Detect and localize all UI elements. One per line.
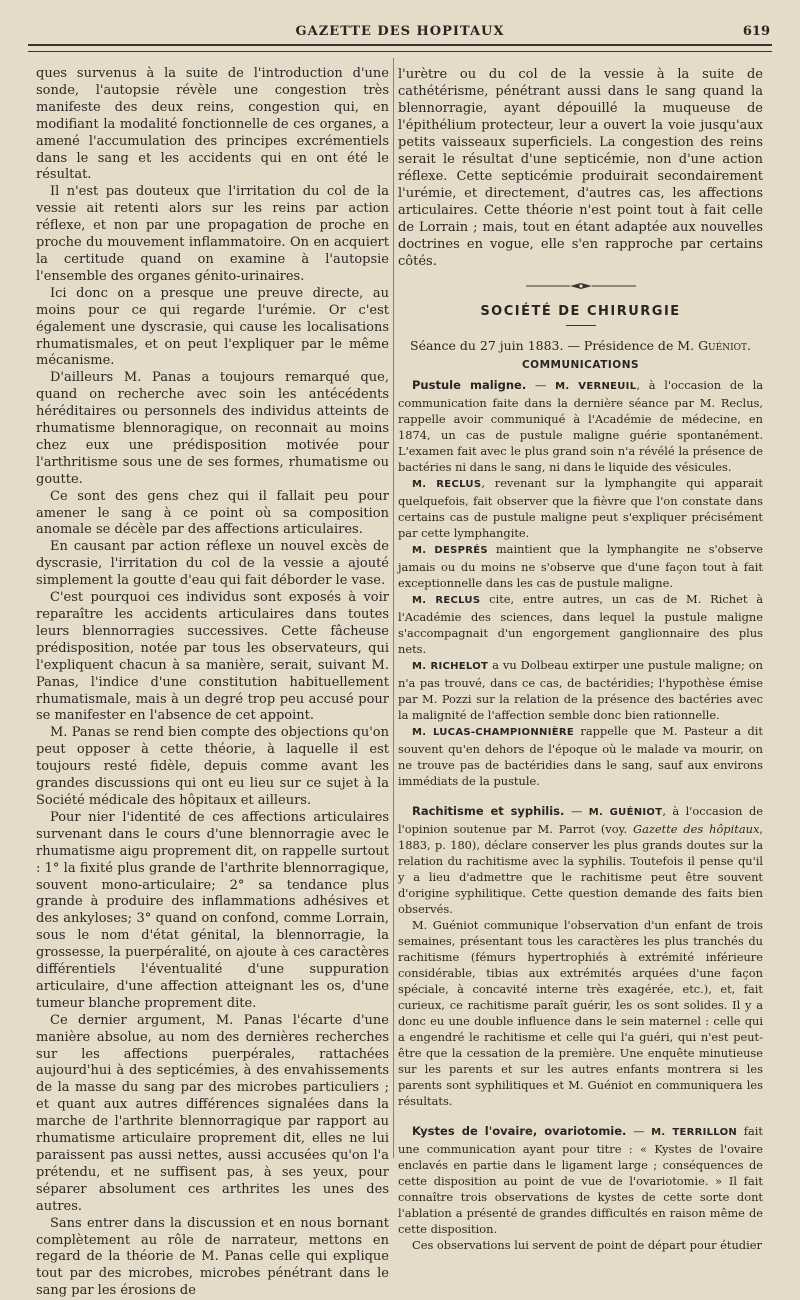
article-text: a vu Dolbeau extirper une pustule maligne; on n'a pas trouvé, dans ce cas, de bactéridies; l'hypothèse émise par M. Pozzi sur la relation de la présence des bactéries avec la malignité de l'affection semble donc bien rationnelle. [398,658,763,722]
paragraph: ques survenus à la suite de l'introduction d'une sonde, l'autopsie révèle une congestion très manifeste des deux reins, congestion qui, en modifiant la modalité fonctionnelle de ces organes, a amené l'accumulation des principes excrémentiels dans le sang et les accidents qui en ont été le résultat. [36,66,389,183]
session-prefix: Séance du 27 juin 1883. — Présidence de M. [410,338,699,353]
article-text: , revenant sur la lymphangite qui apparait quelquefois, fait observer que la fièvre que l'on constate dans certains cas de pustule maligne peut s'expliquer précisément par cette lymphangite. [398,476,764,540]
article-text: Ces observations lui servent de point de départ pour étudier [412,1238,762,1252]
paragraph: D'ailleurs M. Panas a toujours remarqué que, quand on recherche avec soin les antécédents héréditaires ou personnels des individus atteints de rhumatisme blennoragique, on reconnait au moins chez eux une prédisposition motivée pour l'arthritisme sous une de ses formes, rhumatisme ou goutte. [36,370,389,487]
short-rule [566,325,596,326]
right-column [398,66,763,1253]
paragraph: l'urètre ou du col de la vessie à la suite de cathétérisme, pénétrant aussi dans le sang quand la blennorragie, ayant dépouillé la muqueuse de l'épithélium protecteur, leur a ouvert la voie jusqu'aux petits vaisseaux superficiels. La congestion des reins serait le résultat d'une septicémie, non d'une action réflexe. Cette septicémie produirait secondairement l'urémie, et directement, d'autres cas, les affections articulaires. Cette théorie n'est point tout à fait celle de Lorrain ; mais, tout en étant adaptée aux nouvelles doctrines en vogue, elle s'en rapproche par certains côtés. [398,67,763,269]
article-title: Rachitisme et syphilis. [412,804,565,818]
article-text: M. Guéniot communique l'observation d'un enfant de trois semaines, présentant tous les caractères les plus tranchés du rachitisme (fémurs hypertrophiés à extrémité inférieure considérable, tibias aux extrémités arquées d'une façon spéciale, à concavité interne très exagérée, etc.), et, fait curieux, ce rachitisme paraît guérir, les os sont solides. Il y a donc eu une double influence dans le sein maternel : celle qui a engendré le rachitisme et celle qui l'a guéri, qui n'est peut-être que la cessation de la première. Une enquête minutieuse sur les parents et sur les autres enfants montrera si les parents sont syphilitiques et M. Guéniot en communiquera les résultats. [398,918,763,1108]
section-ornament [398,282,763,290]
speaker-name: M. RICHELOT [412,661,489,672]
speaker-name: M. DESPRÉS [412,545,488,556]
section-title: SOCIÉTÉ DE CHIRURGIE [480,304,681,319]
president-name: Guéniot [698,338,748,353]
article-text: rappelle que M. Pasteur a dit souvent qu'en dehors de l'époque où le malade va mourir, on ne trouve pas de bactéridies dans le sang, sauf aux environs immédiats de la pustule. [398,724,764,788]
article-text: , à l'occasion de l'opinion soutenue par M. Parrot (voy. [398,804,764,836]
speaker-name: M. RECLUS [412,595,481,606]
article-text: , 1883, p. 180), déclare conserver les plus grands doutes sur la relation du rachitisme avec la syphilis. Toutefois il pense qu'il y a lieu d'admettre que le rachitisme peut être souvent d'origine syphilitique. Cette question demande des faits bien observés. [398,822,763,916]
article-text: cite, entre autres, un cas de M. Richet à l'Académie des sciences, dans lequel la pustule maligne s'accompagnait d'un engorgement ganglionnaire des plus nets. [398,592,764,656]
section-pustule: Pustule maligne. — M. VERNEUIL, à l'occasion de la communication faite dans la dernière séance par M. Reclus, rappelle avoir communiqué à l'Académie de médecine, en 1874, un cas de pustule maligne guérie spontanément. L'examen fait avec le plus grand soin n'a révélé la présence de bactéries ni dans le sang, ni dans le liquide des vésicules. M. RECLUS, revenant sur la lymphangite qui apparait quelquefois, fait observer que la fièvre que l'on constate dans certains cas de pustule maligne peut s'expliquer précisément par cette lymphangite. M. DESPRÉS maintient que la lymphangite ne s'observe jamais ou du moins ne s'observe que d'une façon tout à fait exceptionnelle dans les cas de pustule maligne. M. RECLUS cite, entre autres, un cas de M. Richet à l'Académie des sciences, dans lequel la pustule maligne s'accompagnait d'un engorgement ganglionnaire des plus nets. M. RICHELOT a vu Dolbeau extirper une pustule maligne; on n'a pas trouvé, dans ce cas, de bactéridies; l'hypothèse émise par M. Pozzi sur la relation de la présence des bactéries avec la malignité de l'affection semble donc bien rationnelle. M. LUCAS-CHAMPIONNIÈRE rappelle que M. Pasteur a dit souvent qu'en dehors de l'époque où le malade va mourir, on ne trouve pas de bactéridies dans le sang, sauf aux environs immédiats de la pustule. [398,378,764,788]
session-suffix: . [747,338,751,353]
speaker-name: M. LUCAS-CHAMPIONNIÈRE [412,727,574,738]
running-title: GAZETTE DES HOPITAUX [295,24,505,39]
session-line [398,338,763,353]
paragraph: Pour nier l'identité de ces affections articulaires survenant dans le cours d'une blennorragie avec le rhumatisme aigu proprement dit, on rappelle surtout : 1° la fixité plus grande de l'arthrite blennorragique, souvent mono-articulaire; 2° sa tendance plus grande à produire des inflammations adhésives et des ankyloses; 3° quand on confond, comme Lorrain, sous le nom d'état génital, la blennorragie, la grossesse, la puerpéralité, on ajoute à ces caractères différentiels l'éventualité d'une suppuration articulaire, d'une affection atteignant les os, d'une tumeur blanche proprement dite. [36,809,389,1011]
article-text: maintient que la lymphangite ne s'observe jamais ou du moins ne s'observe que d'une façon tout à fait exceptionnelle dans les cas de pustule maligne. [398,542,763,590]
header-rule-thin [28,51,772,52]
article-text: , à l'occasion de la communication faite dans la dernière séance par M. Reclus, rappelle avoir communiqué à l'Académie de médecine, en 1874, un cas de pustule maligne guérie spontanément. L'examen fait avec le plus grand soin n'a révélé la présence de bactéries ni dans le sang, ni dans le liquide des vésicules. [398,378,764,474]
paragraph: C'est pourquoi ces individus sont exposés à voir reparaître les accidents articulaires dans toutes leurs blennorragies successives. Cette fâcheuse prédisposition, notée par tous les observateurs, qui l'expliquent chacun à sa manière, serait, suivant M. Panas, l'indice d'une constitution habituellement rhumatismale, mais à un degré trop peu accusé pour se manifester en l'absence de cet appoint. [36,590,389,724]
speaker-name: M. GUÉNIOT [588,807,663,818]
section-kystes: Kystes de l'ovaire, ovariotomie. — M. TERRILLON fait une communication ayant pour titre : « Kystes de l'ovaire enclavés en partie dans le ligament large ; conséquences de cette disposition au point de vue de l'ovariotomie. » Il fait connaître trois observations de kystes de cette sorte dont l'ablation a présenté de grandes difficultés en raison même de cette disposition. Ces observations lui servent de point de départ pour étudier [398,1124,763,1252]
section-rachitisme: Rachitisme et syphilis. — M. GUÉNIOT, à l'occasion de l'opinion soutenue par M. Parrot (voy. Gazette des hôpitaux, 1883, p. 180), déclare conserver les plus grands doutes sur la relation du rachitisme avec la syphilis. Toutefois il pense qu'il y a lieu d'admettre que le rachitisme peut être souvent d'origine syphilitique. Cette question demande des faits bien observés. M. Guéniot communique l'observation d'un enfant de trois semaines, présentant tous les caractères les plus tranchés du rachitisme (fémurs hypertrophiés à extrémité inférieure considérable, tibias aux extrémités arquées d'une façon spéciale, à concavité interne très exagérée, etc.), et, fait curieux, ce rachitisme paraît guérir, les os sont solides. Il y a donc eu une double influence dans le sein maternel : celle qui a engendré le rachitisme et celle qui l'a guéri, qui n'est peut-être que la cessation de la première. Une enquête minutieuse sur les parents et sur les autres enfants montrera si les parents sont syphilitiques et M. Guéniot en communiquera les résultats. [398,804,764,1108]
paragraph: En causant par action réflexe un nouvel excès de dyscrasie, l'irritation du col de la vessie a ajouté simplement la goutte d'eau qui fait déborder le vase. [36,539,389,589]
page-number: 619 [742,24,770,39]
left-column [36,66,389,1300]
journal-reference: Gazette des hôpitaux [633,822,760,836]
article-title: Pustule maligne. [412,378,527,392]
page-header [28,22,772,44]
paragraph: Ce dernier argument, M. Panas l'écarte d'une manière absolue, au nom des dernières recherches sur les affections puerpérales, rattachées aujourd'hui à des septicémies, à des envahissements de la masse du sang par des microbes particuliers ; et quant aux autres différences signalées dans la marche de l'arthrite blennorragique par rapport au rhumatisme articulaire proprement dit, elles ne lui paraissent pas aussi nettes, aussi accusées qu'on l'a prétendu, et ne suffisent pas, à ses yeux, pour séparer absolument ces arthrites les unes des autres. [36,1012,389,1214]
paragraph: M. Panas se rend bien compte des objections qu'on peut opposer à cette théorie, à laquelle il est toujours resté fidèle, depuis comme avant les grandes discussions qui ont eu lieu sur ce sujet à la Société médicale des hôpitaux et ailleurs. [36,725,389,808]
header-rule-thick [28,44,772,46]
paragraph: Ce sont des gens chez qui il fallait peu pour amener le sang à ce point où sa composition anomale se décèle par des affections articulaires. [36,488,389,538]
paragraph: Il n'est pas douteux que l'irritation du col de la vessie ait retenti alors sur les reins par action réflexe, et non par une propagation de proche en proche du mouvement inflammatoire. On en acquiert la certitude quand on examine à l'autopsie l'ensemble des organes génito-urinaires. [36,184,389,284]
speaker-name: M. VERNEUIL [555,381,637,392]
column-divider [393,58,394,1158]
article-text: fait une communication ayant pour titre : « Kystes de l'ovaire enclavés en partie dans le ligament large ; conséquences de cette disposition au point de vue de l'ovariotomie. » Il fait connaître trois observations de kystes de cette sorte dont l'ablation a présenté de grandes difficultés en raison même de cette disposition. [398,1124,763,1236]
article-title: Kystes de l'ovaire, ovariotomie. [412,1124,627,1138]
speaker-name: M. RECLUS [412,479,482,490]
paragraph: Ici donc on a presque une preuve directe, au moins pour ce qui regarde l'urémie. Or c'est également une dyscrasie, qui cause les localisations rhumatismales, et on peut l'expliquer par le même mécanisme. [36,285,389,369]
communications-heading: COMMUNICATIONS [521,359,640,371]
speaker-name: M. TERRILLON [651,1127,738,1138]
paragraph: Sans entrer dans la discussion et en nous bornant complètement au rôle de narrateur, mettons en regard de la théorie de M. Panas celle qui explique tout par des microbes, microbes pénétrant dans le sang par les érosions de [36,1215,389,1299]
